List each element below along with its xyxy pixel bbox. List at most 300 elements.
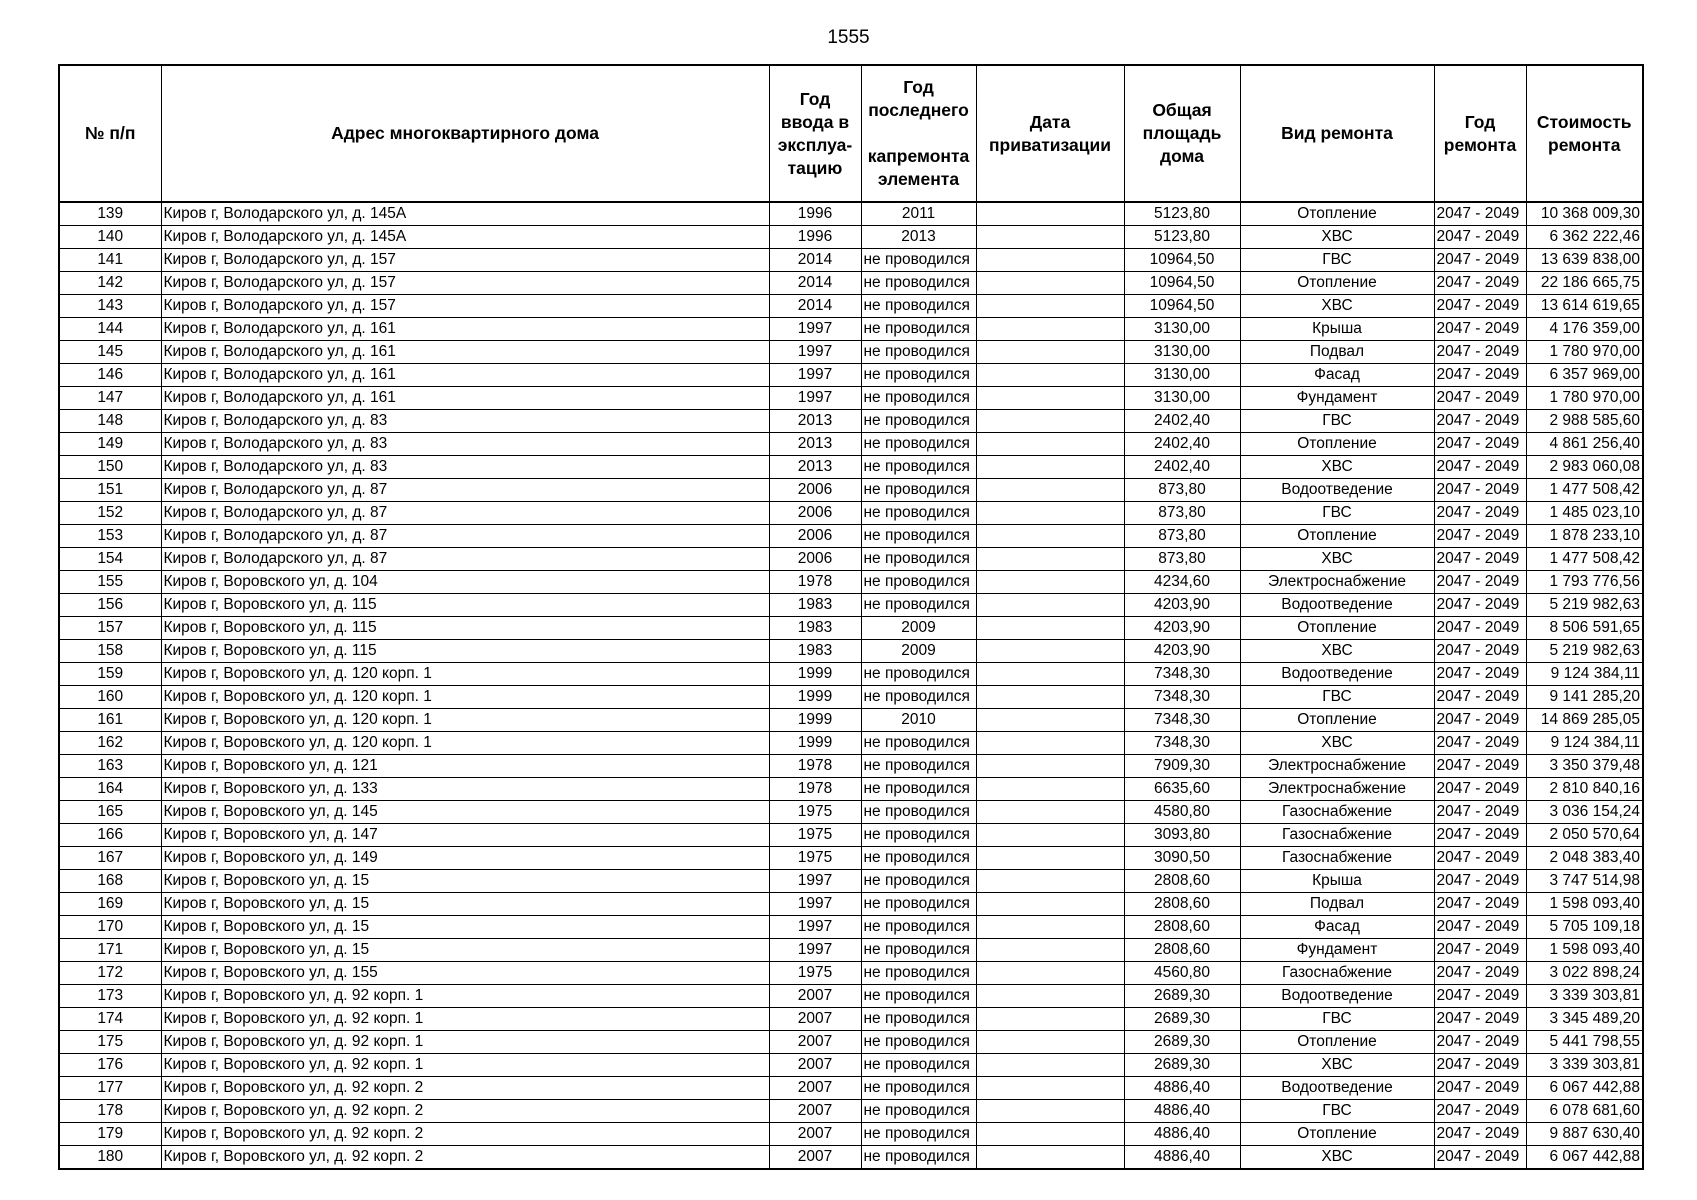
cell-commission-year: 2006 bbox=[769, 548, 861, 571]
cell-last-repair-year: не проводился bbox=[861, 801, 976, 824]
cell-total-area: 4886,40 bbox=[1124, 1123, 1240, 1146]
cell-privatization-date bbox=[976, 318, 1124, 341]
cell-repair-cost: 1 793 776,56 bbox=[1526, 571, 1643, 594]
cell-repair-type: ХВС bbox=[1240, 226, 1434, 249]
table-row bbox=[59, 456, 1643, 479]
cell-row-number: 152 bbox=[59, 502, 161, 525]
cell-address: Киров г, Воровского ул, д. 121 bbox=[161, 755, 769, 778]
cell-commission-year: 2006 bbox=[769, 502, 861, 525]
table-row bbox=[59, 801, 1643, 824]
header-col-privatization-date: Дата приватизации bbox=[976, 65, 1124, 202]
cell-privatization-date bbox=[976, 387, 1124, 410]
table-row bbox=[59, 640, 1643, 663]
cell-repair-type: Фундамент bbox=[1240, 387, 1434, 410]
cell-privatization-date bbox=[976, 1031, 1124, 1054]
cell-repair-type: Фундамент bbox=[1240, 939, 1434, 962]
table-row bbox=[59, 663, 1643, 686]
cell-last-repair-year: не проводился bbox=[861, 1100, 976, 1123]
cell-total-area: 2689,30 bbox=[1124, 1031, 1240, 1054]
cell-row-number: 160 bbox=[59, 686, 161, 709]
cell-repair-cost: 22 186 665,75 bbox=[1526, 272, 1643, 295]
cell-repair-type: Водоотведение bbox=[1240, 985, 1434, 1008]
cell-last-repair-year: не проводился bbox=[861, 479, 976, 502]
cell-last-repair-year: не проводился bbox=[861, 755, 976, 778]
cell-last-repair-year: не проводился bbox=[861, 410, 976, 433]
cell-repair-cost: 3 022 898,24 bbox=[1526, 962, 1643, 985]
cell-repair-cost: 5 219 982,63 bbox=[1526, 594, 1643, 617]
cell-repair-type: Подвал bbox=[1240, 341, 1434, 364]
cell-repair-type: Отопление bbox=[1240, 433, 1434, 456]
cell-repair-year: 2047 - 2049 bbox=[1434, 433, 1526, 456]
cell-repair-year: 2047 - 2049 bbox=[1434, 1100, 1526, 1123]
cell-address: Киров г, Воровского ул, д. 149 bbox=[161, 847, 769, 870]
cell-repair-year: 2047 - 2049 bbox=[1434, 847, 1526, 870]
cell-privatization-date bbox=[976, 594, 1124, 617]
cell-commission-year: 2007 bbox=[769, 1146, 861, 1170]
cell-privatization-date bbox=[976, 433, 1124, 456]
cell-address: Киров г, Воровского ул, д. 15 bbox=[161, 916, 769, 939]
cell-repair-year: 2047 - 2049 bbox=[1434, 571, 1526, 594]
cell-address: Киров г, Воровского ул, д. 15 bbox=[161, 893, 769, 916]
cell-row-number: 174 bbox=[59, 1008, 161, 1031]
table-row bbox=[59, 893, 1643, 916]
table-row bbox=[59, 387, 1643, 410]
cell-row-number: 176 bbox=[59, 1054, 161, 1077]
cell-commission-year: 1983 bbox=[769, 617, 861, 640]
cell-total-area: 4203,90 bbox=[1124, 594, 1240, 617]
cell-address: Киров г, Володарского ул, д. 145А bbox=[161, 202, 769, 226]
cell-total-area: 2808,60 bbox=[1124, 916, 1240, 939]
cell-repair-year: 2047 - 2049 bbox=[1434, 479, 1526, 502]
cell-last-repair-year: не проводился bbox=[861, 686, 976, 709]
cell-last-repair-year: не проводился bbox=[861, 571, 976, 594]
table-row bbox=[59, 318, 1643, 341]
cell-repair-type: Газоснабжение bbox=[1240, 847, 1434, 870]
cell-last-repair-year: не проводился bbox=[861, 824, 976, 847]
cell-commission-year: 1997 bbox=[769, 870, 861, 893]
cell-last-repair-year: не проводился bbox=[861, 1054, 976, 1077]
cell-repair-year: 2047 - 2049 bbox=[1434, 962, 1526, 985]
cell-address: Киров г, Воровского ул, д. 115 bbox=[161, 640, 769, 663]
cell-privatization-date bbox=[976, 479, 1124, 502]
cell-privatization-date bbox=[976, 525, 1124, 548]
cell-last-repair-year: не проводился bbox=[861, 1008, 976, 1031]
cell-address: Киров г, Володарского ул, д. 161 bbox=[161, 364, 769, 387]
table-row bbox=[59, 364, 1643, 387]
cell-commission-year: 2006 bbox=[769, 479, 861, 502]
cell-repair-type: ГВС bbox=[1240, 1100, 1434, 1123]
cell-repair-cost: 8 506 591,65 bbox=[1526, 617, 1643, 640]
cell-repair-cost: 9 887 630,40 bbox=[1526, 1123, 1643, 1146]
cell-total-area: 7348,30 bbox=[1124, 686, 1240, 709]
cell-row-number: 163 bbox=[59, 755, 161, 778]
cell-address: Киров г, Володарского ул, д. 161 bbox=[161, 387, 769, 410]
cell-repair-year: 2047 - 2049 bbox=[1434, 318, 1526, 341]
table-row bbox=[59, 709, 1643, 732]
cell-privatization-date bbox=[976, 1123, 1124, 1146]
cell-repair-year: 2047 - 2049 bbox=[1434, 295, 1526, 318]
cell-repair-cost: 4 176 359,00 bbox=[1526, 318, 1643, 341]
cell-repair-cost: 2 988 585,60 bbox=[1526, 410, 1643, 433]
cell-total-area: 5123,80 bbox=[1124, 226, 1240, 249]
cell-total-area: 2402,40 bbox=[1124, 433, 1240, 456]
cell-commission-year: 1978 bbox=[769, 571, 861, 594]
cell-commission-year: 1996 bbox=[769, 226, 861, 249]
cell-privatization-date bbox=[976, 939, 1124, 962]
cell-commission-year: 2013 bbox=[769, 410, 861, 433]
cell-repair-year: 2047 - 2049 bbox=[1434, 272, 1526, 295]
cell-commission-year: 1997 bbox=[769, 341, 861, 364]
cell-row-number: 158 bbox=[59, 640, 161, 663]
cell-privatization-date bbox=[976, 962, 1124, 985]
cell-repair-year: 2047 - 2049 bbox=[1434, 732, 1526, 755]
cell-address: Киров г, Володарского ул, д. 157 bbox=[161, 249, 769, 272]
table-row bbox=[59, 594, 1643, 617]
cell-last-repair-year: не проводился bbox=[861, 249, 976, 272]
cell-address: Киров г, Воровского ул, д. 115 bbox=[161, 594, 769, 617]
cell-total-area: 873,80 bbox=[1124, 479, 1240, 502]
cell-address: Киров г, Володарского ул, д. 157 bbox=[161, 295, 769, 318]
cell-commission-year: 1999 bbox=[769, 663, 861, 686]
cell-repair-year: 2047 - 2049 bbox=[1434, 709, 1526, 732]
cell-commission-year: 2014 bbox=[769, 295, 861, 318]
cell-commission-year: 2007 bbox=[769, 1123, 861, 1146]
table-row bbox=[59, 939, 1643, 962]
cell-address: Киров г, Володарского ул, д. 161 bbox=[161, 318, 769, 341]
cell-total-area: 3130,00 bbox=[1124, 318, 1240, 341]
cell-total-area: 2808,60 bbox=[1124, 893, 1240, 916]
cell-repair-year: 2047 - 2049 bbox=[1434, 594, 1526, 617]
cell-last-repair-year: не проводился bbox=[861, 456, 976, 479]
cell-privatization-date bbox=[976, 709, 1124, 732]
cell-address: Киров г, Володарского ул, д. 87 bbox=[161, 525, 769, 548]
cell-row-number: 147 bbox=[59, 387, 161, 410]
cell-repair-type: Фасад bbox=[1240, 364, 1434, 387]
cell-address: Киров г, Воровского ул, д. 92 корп. 1 bbox=[161, 1031, 769, 1054]
cell-privatization-date bbox=[976, 617, 1124, 640]
cell-repair-cost: 6 067 442,88 bbox=[1526, 1146, 1643, 1170]
cell-repair-year: 2047 - 2049 bbox=[1434, 870, 1526, 893]
cell-repair-cost: 1 485 023,10 bbox=[1526, 502, 1643, 525]
cell-repair-type: Водоотведение bbox=[1240, 1077, 1434, 1100]
cell-address: Киров г, Воровского ул, д. 15 bbox=[161, 939, 769, 962]
table-row bbox=[59, 548, 1643, 571]
table-row bbox=[59, 1031, 1643, 1054]
cell-total-area: 7909,30 bbox=[1124, 755, 1240, 778]
cell-privatization-date bbox=[976, 686, 1124, 709]
header-col-total-area: Общая площадь дома bbox=[1124, 65, 1240, 202]
cell-address: Киров г, Воровского ул, д. 120 корп. 1 bbox=[161, 732, 769, 755]
cell-row-number: 142 bbox=[59, 272, 161, 295]
cell-privatization-date bbox=[976, 272, 1124, 295]
cell-row-number: 145 bbox=[59, 341, 161, 364]
cell-repair-type: Электроснабжение bbox=[1240, 571, 1434, 594]
cell-address: Киров г, Воровского ул, д. 92 корп. 1 bbox=[161, 985, 769, 1008]
cell-total-area: 6635,60 bbox=[1124, 778, 1240, 801]
cell-row-number: 173 bbox=[59, 985, 161, 1008]
cell-row-number: 148 bbox=[59, 410, 161, 433]
cell-privatization-date bbox=[976, 640, 1124, 663]
cell-total-area: 4886,40 bbox=[1124, 1100, 1240, 1123]
cell-repair-year: 2047 - 2049 bbox=[1434, 387, 1526, 410]
cell-last-repair-year: 2011 bbox=[861, 202, 976, 226]
cell-repair-cost: 5 219 982,63 bbox=[1526, 640, 1643, 663]
cell-repair-cost: 3 345 489,20 bbox=[1526, 1008, 1643, 1031]
cell-total-area: 3093,80 bbox=[1124, 824, 1240, 847]
cell-repair-year: 2047 - 2049 bbox=[1434, 1077, 1526, 1100]
cell-repair-type: Водоотведение bbox=[1240, 663, 1434, 686]
cell-commission-year: 1975 bbox=[769, 962, 861, 985]
cell-total-area: 4203,90 bbox=[1124, 640, 1240, 663]
cell-repair-cost: 9 141 285,20 bbox=[1526, 686, 1643, 709]
cell-repair-type: Водоотведение bbox=[1240, 479, 1434, 502]
cell-repair-cost: 4 861 256,40 bbox=[1526, 433, 1643, 456]
cell-repair-type: Отопление bbox=[1240, 709, 1434, 732]
table-row bbox=[59, 1077, 1643, 1100]
cell-address: Киров г, Воровского ул, д. 92 корп. 1 bbox=[161, 1008, 769, 1031]
cell-commission-year: 2006 bbox=[769, 525, 861, 548]
cell-address: Киров г, Воровского ул, д. 92 корп. 1 bbox=[161, 1054, 769, 1077]
cell-address: Киров г, Воровского ул, д. 133 bbox=[161, 778, 769, 801]
cell-privatization-date bbox=[976, 1077, 1124, 1100]
cell-repair-year: 2047 - 2049 bbox=[1434, 663, 1526, 686]
header-col-repair-year: Год ремонта bbox=[1434, 65, 1526, 202]
cell-row-number: 166 bbox=[59, 824, 161, 847]
cell-commission-year: 1978 bbox=[769, 755, 861, 778]
table-row bbox=[59, 916, 1643, 939]
cell-repair-cost: 1 598 093,40 bbox=[1526, 893, 1643, 916]
cell-total-area: 10964,50 bbox=[1124, 295, 1240, 318]
cell-repair-type: ГВС bbox=[1240, 410, 1434, 433]
cell-address: Киров г, Воровского ул, д. 92 корп. 2 bbox=[161, 1123, 769, 1146]
cell-repair-type: Электроснабжение bbox=[1240, 778, 1434, 801]
cell-repair-year: 2047 - 2049 bbox=[1434, 893, 1526, 916]
cell-commission-year: 2007 bbox=[769, 1100, 861, 1123]
cell-repair-cost: 10 368 009,30 bbox=[1526, 202, 1643, 226]
cell-address: Киров г, Володарского ул, д. 83 bbox=[161, 410, 769, 433]
cell-repair-cost: 6 357 969,00 bbox=[1526, 364, 1643, 387]
cell-last-repair-year: не проводился bbox=[861, 318, 976, 341]
cell-address: Киров г, Володарского ул, д. 83 bbox=[161, 456, 769, 479]
cell-commission-year: 1975 bbox=[769, 847, 861, 870]
table-row bbox=[59, 1054, 1643, 1077]
cell-repair-type: Крыша bbox=[1240, 870, 1434, 893]
cell-repair-type: Отопление bbox=[1240, 525, 1434, 548]
cell-repair-year: 2047 - 2049 bbox=[1434, 226, 1526, 249]
cell-repair-year: 2047 - 2049 bbox=[1434, 939, 1526, 962]
cell-address: Киров г, Воровского ул, д. 92 корп. 2 bbox=[161, 1100, 769, 1123]
cell-row-number: 179 bbox=[59, 1123, 161, 1146]
cell-repair-cost: 1 878 233,10 bbox=[1526, 525, 1643, 548]
cell-total-area: 7348,30 bbox=[1124, 663, 1240, 686]
cell-row-number: 178 bbox=[59, 1100, 161, 1123]
cell-repair-cost: 3 747 514,98 bbox=[1526, 870, 1643, 893]
cell-total-area: 4580,80 bbox=[1124, 801, 1240, 824]
cell-privatization-date bbox=[976, 202, 1124, 226]
cell-total-area: 4886,40 bbox=[1124, 1146, 1240, 1170]
cell-repair-type: ХВС bbox=[1240, 295, 1434, 318]
cell-commission-year: 1983 bbox=[769, 640, 861, 663]
cell-repair-year: 2047 - 2049 bbox=[1434, 525, 1526, 548]
cell-row-number: 149 bbox=[59, 433, 161, 456]
cell-address: Киров г, Воровского ул, д. 120 корп. 1 bbox=[161, 686, 769, 709]
cell-repair-type: ГВС bbox=[1240, 249, 1434, 272]
cell-privatization-date bbox=[976, 548, 1124, 571]
cell-privatization-date bbox=[976, 571, 1124, 594]
cell-commission-year: 1997 bbox=[769, 387, 861, 410]
cell-last-repair-year: 2009 bbox=[861, 640, 976, 663]
cell-privatization-date bbox=[976, 364, 1124, 387]
cell-total-area: 3130,00 bbox=[1124, 341, 1240, 364]
cell-commission-year: 1983 bbox=[769, 594, 861, 617]
cell-total-area: 2402,40 bbox=[1124, 456, 1240, 479]
cell-repair-cost: 9 124 384,11 bbox=[1526, 663, 1643, 686]
cell-repair-type: ГВС bbox=[1240, 1008, 1434, 1031]
cell-total-area: 2808,60 bbox=[1124, 939, 1240, 962]
cell-repair-type: ГВС bbox=[1240, 502, 1434, 525]
cell-privatization-date bbox=[976, 1008, 1124, 1031]
cell-repair-cost: 1 477 508,42 bbox=[1526, 548, 1643, 571]
cell-address: Киров г, Воровского ул, д. 92 корп. 2 bbox=[161, 1077, 769, 1100]
cell-repair-cost: 13 614 619,65 bbox=[1526, 295, 1643, 318]
cell-repair-type: Газоснабжение bbox=[1240, 962, 1434, 985]
cell-last-repair-year: не проводился bbox=[861, 732, 976, 755]
cell-total-area: 3130,00 bbox=[1124, 387, 1240, 410]
cell-total-area: 4560,80 bbox=[1124, 962, 1240, 985]
cell-total-area: 10964,50 bbox=[1124, 272, 1240, 295]
cell-repair-cost: 5 441 798,55 bbox=[1526, 1031, 1643, 1054]
header-col-address: Адрес многоквартирного дома bbox=[161, 65, 769, 202]
table-header bbox=[59, 65, 1643, 202]
page-number: 1555 bbox=[827, 27, 870, 48]
cell-total-area: 2808,60 bbox=[1124, 870, 1240, 893]
cell-address: Киров г, Воровского ул, д. 155 bbox=[161, 962, 769, 985]
cell-repair-cost: 5 705 109,18 bbox=[1526, 916, 1643, 939]
cell-repair-type: Фасад bbox=[1240, 916, 1434, 939]
cell-repair-type: Газоснабжение bbox=[1240, 824, 1434, 847]
table-row bbox=[59, 617, 1643, 640]
cell-address: Киров г, Володарского ул, д. 157 bbox=[161, 272, 769, 295]
cell-repair-cost: 14 869 285,05 bbox=[1526, 709, 1643, 732]
cell-address: Киров г, Володарского ул, д. 87 bbox=[161, 548, 769, 571]
cell-total-area: 873,80 bbox=[1124, 502, 1240, 525]
cell-repair-cost: 2 050 570,64 bbox=[1526, 824, 1643, 847]
cell-commission-year: 2007 bbox=[769, 1008, 861, 1031]
cell-last-repair-year: не проводился bbox=[861, 778, 976, 801]
cell-repair-cost: 1 780 970,00 bbox=[1526, 387, 1643, 410]
cell-row-number: 161 bbox=[59, 709, 161, 732]
cell-commission-year: 1975 bbox=[769, 801, 861, 824]
header-col-commission-year: Год ввода в эксплуа-тацию bbox=[769, 65, 861, 202]
cell-last-repair-year: не проводился bbox=[861, 939, 976, 962]
cell-repair-cost: 3 350 379,48 bbox=[1526, 755, 1643, 778]
cell-row-number: 170 bbox=[59, 916, 161, 939]
cell-address: Киров г, Володарского ул, д. 87 bbox=[161, 502, 769, 525]
cell-total-area: 2402,40 bbox=[1124, 410, 1240, 433]
cell-repair-year: 2047 - 2049 bbox=[1434, 824, 1526, 847]
cell-repair-type: ХВС bbox=[1240, 640, 1434, 663]
cell-row-number: 167 bbox=[59, 847, 161, 870]
cell-commission-year: 1997 bbox=[769, 318, 861, 341]
cell-repair-cost: 6 067 442,88 bbox=[1526, 1077, 1643, 1100]
cell-last-repair-year: не проводился bbox=[861, 295, 976, 318]
cell-repair-type: Подвал bbox=[1240, 893, 1434, 916]
cell-repair-type: Газоснабжение bbox=[1240, 801, 1434, 824]
table-row bbox=[59, 778, 1643, 801]
cell-privatization-date bbox=[976, 916, 1124, 939]
table-row bbox=[59, 479, 1643, 502]
cell-total-area: 4886,40 bbox=[1124, 1077, 1240, 1100]
cell-row-number: 180 bbox=[59, 1146, 161, 1170]
cell-privatization-date bbox=[976, 249, 1124, 272]
cell-commission-year: 2013 bbox=[769, 433, 861, 456]
cell-last-repair-year: не проводился bbox=[861, 870, 976, 893]
cell-address: Киров г, Воровского ул, д. 15 bbox=[161, 870, 769, 893]
cell-repair-type: Водоотведение bbox=[1240, 594, 1434, 617]
cell-privatization-date bbox=[976, 732, 1124, 755]
cell-repair-cost: 1 598 093,40 bbox=[1526, 939, 1643, 962]
table-row bbox=[59, 410, 1643, 433]
cell-privatization-date bbox=[976, 502, 1124, 525]
cell-repair-type: Отопление bbox=[1240, 1031, 1434, 1054]
cell-total-area: 3090,50 bbox=[1124, 847, 1240, 870]
cell-repair-cost: 9 124 384,11 bbox=[1526, 732, 1643, 755]
cell-last-repair-year: не проводился bbox=[861, 847, 976, 870]
cell-repair-type: ХВС bbox=[1240, 1146, 1434, 1170]
cell-privatization-date bbox=[976, 985, 1124, 1008]
cell-last-repair-year: не проводился bbox=[861, 272, 976, 295]
cell-privatization-date bbox=[976, 226, 1124, 249]
cell-commission-year: 1999 bbox=[769, 732, 861, 755]
cell-row-number: 139 bbox=[59, 202, 161, 226]
cell-commission-year: 1997 bbox=[769, 893, 861, 916]
cell-repair-year: 2047 - 2049 bbox=[1434, 410, 1526, 433]
cell-repair-cost: 6 078 681,60 bbox=[1526, 1100, 1643, 1123]
cell-row-number: 175 bbox=[59, 1031, 161, 1054]
table-row bbox=[59, 755, 1643, 778]
cell-total-area: 4234,60 bbox=[1124, 571, 1240, 594]
cell-address: Киров г, Воровского ул, д. 104 bbox=[161, 571, 769, 594]
cell-total-area: 7348,30 bbox=[1124, 709, 1240, 732]
table-row bbox=[59, 1100, 1643, 1123]
cell-privatization-date bbox=[976, 870, 1124, 893]
cell-address: Киров г, Володарского ул, д. 83 bbox=[161, 433, 769, 456]
cell-commission-year: 1999 bbox=[769, 709, 861, 732]
cell-address: Киров г, Володарского ул, д. 145А bbox=[161, 226, 769, 249]
cell-privatization-date bbox=[976, 824, 1124, 847]
cell-commission-year: 1996 bbox=[769, 202, 861, 226]
cell-repair-type: Отопление bbox=[1240, 272, 1434, 295]
cell-last-repair-year: не проводился bbox=[861, 916, 976, 939]
cell-total-area: 873,80 bbox=[1124, 548, 1240, 571]
cell-repair-year: 2047 - 2049 bbox=[1434, 617, 1526, 640]
cell-commission-year: 1997 bbox=[769, 364, 861, 387]
table-row bbox=[59, 962, 1643, 985]
header-col-repair-type: Вид ремонта bbox=[1240, 65, 1434, 202]
cell-last-repair-year: 2009 bbox=[861, 617, 976, 640]
header-col-number: № п/п bbox=[59, 65, 161, 202]
cell-repair-type: ГВС bbox=[1240, 686, 1434, 709]
table-row bbox=[59, 732, 1643, 755]
cell-privatization-date bbox=[976, 456, 1124, 479]
table-row bbox=[59, 1008, 1643, 1031]
table-row bbox=[59, 870, 1643, 893]
cell-total-area: 873,80 bbox=[1124, 525, 1240, 548]
header-col-last-repair-year: Год последнего капремонта элемента bbox=[861, 65, 976, 202]
cell-commission-year: 2014 bbox=[769, 272, 861, 295]
cell-last-repair-year: не проводился bbox=[861, 985, 976, 1008]
cell-last-repair-year: не проводился bbox=[861, 1146, 976, 1170]
